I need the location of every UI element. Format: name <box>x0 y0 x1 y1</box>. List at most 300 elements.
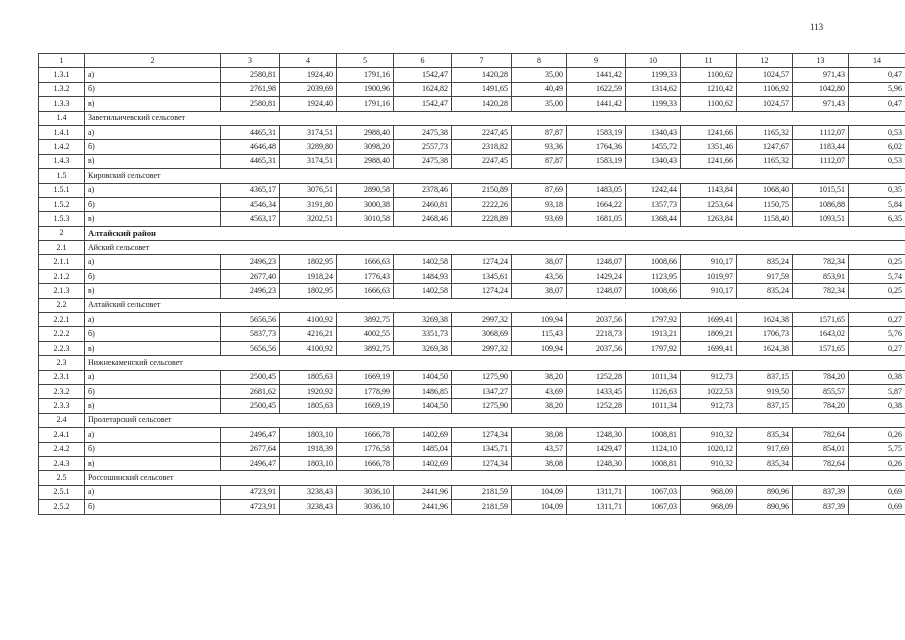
table-row <box>39 399 905 413</box>
row-number: 1.5.1 <box>39 183 85 197</box>
variant-label: в) <box>85 154 221 168</box>
value-cell: 1357,73 <box>626 197 681 211</box>
value-cell: 2890,58 <box>337 183 394 197</box>
value-cell: 1067,03 <box>626 485 681 499</box>
value-cell: 1086,88 <box>793 197 849 211</box>
value-cell: 855,57 <box>793 384 849 398</box>
value-cell: 3269,38 <box>394 313 452 327</box>
value-cell: 35,00 <box>512 68 567 82</box>
column-header: 9 <box>567 54 626 68</box>
value-cell: 1805,63 <box>280 370 337 384</box>
value-cell: 1429,47 <box>567 442 626 456</box>
value-cell: 5,75 <box>849 442 905 456</box>
table-row <box>39 485 905 499</box>
value-cell: 1311,71 <box>567 485 626 499</box>
value-cell: 1008,66 <box>626 255 681 269</box>
table-row <box>39 341 905 355</box>
value-cell: 1008,66 <box>626 284 681 298</box>
value-cell: 1150,75 <box>737 197 793 211</box>
value-cell: 0,27 <box>849 341 905 355</box>
value-cell: 109,94 <box>512 341 567 355</box>
value-cell: 1112,07 <box>793 125 849 139</box>
column-header: 6 <box>394 54 452 68</box>
variant-label: а) <box>85 485 221 499</box>
value-cell: 3010,58 <box>337 212 394 226</box>
value-cell: 1106,92 <box>737 82 793 96</box>
value-cell: 1210,42 <box>681 82 737 96</box>
row-number: 2.2.1 <box>39 313 85 327</box>
value-cell: 1420,28 <box>452 97 512 111</box>
value-cell: 5,74 <box>849 269 905 283</box>
value-cell: 3098,20 <box>337 140 394 154</box>
value-cell: 0,47 <box>849 97 905 111</box>
value-cell: 5,84 <box>849 197 905 211</box>
value-cell: 0,53 <box>849 125 905 139</box>
row-number: 2 <box>39 226 85 240</box>
row-number: 2.2 <box>39 298 85 312</box>
value-cell: 1643,02 <box>793 327 849 341</box>
row-number: 1.5.2 <box>39 197 85 211</box>
value-cell: 782,34 <box>793 255 849 269</box>
value-cell: 1669,19 <box>337 370 394 384</box>
value-cell: 0,26 <box>849 456 905 470</box>
value-cell: 1797,92 <box>626 313 681 327</box>
value-cell: 968,09 <box>681 500 737 514</box>
value-cell: 1583,19 <box>567 125 626 139</box>
value-cell: 1924,40 <box>280 68 337 82</box>
value-cell: 1420,28 <box>452 68 512 82</box>
row-number: 2.3.3 <box>39 399 85 413</box>
value-cell: 40,49 <box>512 82 567 96</box>
value-cell: 1340,43 <box>626 154 681 168</box>
value-cell: 1805,63 <box>280 399 337 413</box>
header-row <box>39 54 905 68</box>
table-row <box>39 82 905 96</box>
variant-label: в) <box>85 284 221 298</box>
value-cell: 1024,57 <box>737 68 793 82</box>
value-cell: 837,15 <box>737 399 793 413</box>
value-cell: 5,76 <box>849 327 905 341</box>
row-number: 2.5.2 <box>39 500 85 514</box>
value-cell: 1242,44 <box>626 183 681 197</box>
value-cell: 1429,24 <box>567 269 626 283</box>
value-cell: 1803,10 <box>280 428 337 442</box>
value-cell: 1441,42 <box>567 68 626 82</box>
value-cell: 38,08 <box>512 428 567 442</box>
value-cell: 1124,10 <box>626 442 681 456</box>
value-cell: 2677,64 <box>221 442 280 456</box>
row-number: 1.4.2 <box>39 140 85 154</box>
value-cell: 4100,92 <box>280 313 337 327</box>
value-cell: 2475,38 <box>394 125 452 139</box>
value-cell: 93,69 <box>512 212 567 226</box>
value-cell: 1100,62 <box>681 68 737 82</box>
value-cell: 4563,17 <box>221 212 280 226</box>
value-cell: 1571,65 <box>793 313 849 327</box>
value-cell: 910,17 <box>681 284 737 298</box>
value-cell: 4465,31 <box>221 125 280 139</box>
value-cell: 1345,71 <box>452 442 512 456</box>
district-name: Алтайский район <box>85 226 905 240</box>
value-cell: 0,26 <box>849 428 905 442</box>
value-cell: 2460,81 <box>394 197 452 211</box>
column-header: 3 <box>221 54 280 68</box>
value-cell: 2988,40 <box>337 154 394 168</box>
value-cell: 1275,90 <box>452 370 512 384</box>
value-cell: 1274,24 <box>452 255 512 269</box>
value-cell: 1183,44 <box>793 140 849 154</box>
value-cell: 3036,10 <box>337 500 394 514</box>
value-cell: 1776,58 <box>337 442 394 456</box>
value-cell: 2496,23 <box>221 284 280 298</box>
value-cell: 5656,56 <box>221 341 280 355</box>
value-cell: 1404,50 <box>394 399 452 413</box>
value-cell: 1485,04 <box>394 442 452 456</box>
value-cell: 968,09 <box>681 485 737 499</box>
value-cell: 1441,42 <box>567 97 626 111</box>
value-cell: 1123,95 <box>626 269 681 283</box>
value-cell: 1666,63 <box>337 255 394 269</box>
value-cell: 835,34 <box>737 456 793 470</box>
value-cell: 2468,46 <box>394 212 452 226</box>
value-cell: 1253,64 <box>681 197 737 211</box>
value-cell: 1433,45 <box>567 384 626 398</box>
value-cell: 1542,47 <box>394 97 452 111</box>
value-cell: 43,57 <box>512 442 567 456</box>
value-cell: 2496,47 <box>221 456 280 470</box>
value-cell: 910,32 <box>681 456 737 470</box>
variant-label: б) <box>85 384 221 398</box>
value-cell: 912,73 <box>681 399 737 413</box>
value-cell: 38,08 <box>512 456 567 470</box>
variant-label: а) <box>85 255 221 269</box>
table-body <box>39 68 905 514</box>
value-cell: 2475,38 <box>394 154 452 168</box>
value-cell: 1486,85 <box>394 384 452 398</box>
value-cell: 971,43 <box>793 68 849 82</box>
row-number: 2.4.2 <box>39 442 85 456</box>
table-row <box>39 500 905 514</box>
section-row <box>39 169 905 183</box>
value-cell: 93,36 <box>512 140 567 154</box>
value-cell: 0,38 <box>849 399 905 413</box>
variant-label: а) <box>85 68 221 82</box>
row-number: 2.4.3 <box>39 456 85 470</box>
value-cell: 1042,80 <box>793 82 849 96</box>
variant-label: б) <box>85 82 221 96</box>
value-cell: 971,43 <box>793 97 849 111</box>
column-header: 10 <box>626 54 681 68</box>
value-cell: 1368,44 <box>626 212 681 226</box>
value-cell: 2997,32 <box>452 341 512 355</box>
value-cell: 1791,16 <box>337 97 394 111</box>
value-cell: 1241,66 <box>681 125 737 139</box>
value-cell: 3351,73 <box>394 327 452 341</box>
row-number: 1.4 <box>39 111 85 125</box>
value-cell: 4216,21 <box>280 327 337 341</box>
section-name: Кировский сельсовет <box>85 169 905 183</box>
value-cell: 0,27 <box>849 313 905 327</box>
value-cell: 0,25 <box>849 255 905 269</box>
variant-label: а) <box>85 313 221 327</box>
value-cell: 1022,53 <box>681 384 737 398</box>
value-cell: 0,38 <box>849 370 905 384</box>
value-cell: 1809,21 <box>681 327 737 341</box>
value-cell: 0,53 <box>849 154 905 168</box>
variant-label: а) <box>85 125 221 139</box>
value-cell: 0,35 <box>849 183 905 197</box>
value-cell: 1402,58 <box>394 255 452 269</box>
row-number: 1.5 <box>39 169 85 183</box>
value-cell: 104,09 <box>512 500 567 514</box>
row-number: 2.1 <box>39 241 85 255</box>
value-cell: 2039,69 <box>280 82 337 96</box>
row-number: 1.4.3 <box>39 154 85 168</box>
value-cell: 1918,39 <box>280 442 337 456</box>
value-cell: 1402,58 <box>394 284 452 298</box>
value-cell: 5656,56 <box>221 313 280 327</box>
value-cell: 1093,51 <box>793 212 849 226</box>
value-cell: 782,64 <box>793 428 849 442</box>
row-number: 2.5.1 <box>39 485 85 499</box>
value-cell: 4723,91 <box>221 485 280 499</box>
variant-label: б) <box>85 327 221 341</box>
value-cell: 910,32 <box>681 428 737 442</box>
row-number: 1.4.1 <box>39 125 85 139</box>
value-cell: 853,91 <box>793 269 849 283</box>
value-cell: 2318,82 <box>452 140 512 154</box>
value-cell: 919,50 <box>737 384 793 398</box>
section-name: Нижнекаменский сельсовет <box>85 356 905 370</box>
value-cell: 2037,56 <box>567 341 626 355</box>
table-row <box>39 456 905 470</box>
table-row <box>39 97 905 111</box>
variant-label: в) <box>85 212 221 226</box>
value-cell: 1008,81 <box>626 428 681 442</box>
column-header: 14 <box>849 54 905 68</box>
value-cell: 1624,82 <box>394 82 452 96</box>
value-cell: 35,00 <box>512 97 567 111</box>
district-row <box>39 226 905 240</box>
column-header: 13 <box>793 54 849 68</box>
value-cell: 1248,07 <box>567 284 626 298</box>
value-cell: 87,87 <box>512 154 567 168</box>
value-cell: 4646,48 <box>221 140 280 154</box>
value-cell: 1699,41 <box>681 313 737 327</box>
section-name: Алтайский сельсовет <box>85 298 905 312</box>
value-cell: 3174,51 <box>280 125 337 139</box>
value-cell: 1764,36 <box>567 140 626 154</box>
value-cell: 2557,73 <box>394 140 452 154</box>
column-header: 4 <box>280 54 337 68</box>
value-cell: 784,20 <box>793 399 849 413</box>
value-cell: 1918,24 <box>280 269 337 283</box>
value-cell: 4546,34 <box>221 197 280 211</box>
row-number: 1.3.1 <box>39 68 85 82</box>
section-row <box>39 111 905 125</box>
value-cell: 2988,40 <box>337 125 394 139</box>
value-cell: 1913,21 <box>626 327 681 341</box>
value-cell: 0,69 <box>849 485 905 499</box>
value-cell: 115,43 <box>512 327 567 341</box>
variant-label: б) <box>85 442 221 456</box>
value-cell: 1252,28 <box>567 399 626 413</box>
value-cell: 1314,62 <box>626 82 681 96</box>
table-row <box>39 384 905 398</box>
value-cell: 1347,27 <box>452 384 512 398</box>
value-cell: 104,09 <box>512 485 567 499</box>
value-cell: 87,69 <box>512 183 567 197</box>
value-cell: 1797,92 <box>626 341 681 355</box>
section-row <box>39 413 905 427</box>
value-cell: 1776,43 <box>337 269 394 283</box>
value-cell: 917,69 <box>737 442 793 456</box>
value-cell: 2181,59 <box>452 500 512 514</box>
value-cell: 1491,65 <box>452 82 512 96</box>
row-number: 2.4 <box>39 413 85 427</box>
value-cell: 1622,59 <box>567 82 626 96</box>
value-cell: 2222,26 <box>452 197 512 211</box>
variant-label: а) <box>85 428 221 442</box>
value-cell: 2580,81 <box>221 97 280 111</box>
row-number: 1.3.3 <box>39 97 85 111</box>
variant-label: б) <box>85 140 221 154</box>
variant-label: в) <box>85 456 221 470</box>
value-cell: 38,20 <box>512 399 567 413</box>
value-cell: 910,17 <box>681 255 737 269</box>
value-cell: 1706,73 <box>737 327 793 341</box>
value-cell: 1248,30 <box>567 428 626 442</box>
table-row <box>39 313 905 327</box>
value-cell: 3036,10 <box>337 485 394 499</box>
value-cell: 1802,95 <box>280 255 337 269</box>
value-cell: 4100,92 <box>280 341 337 355</box>
section-name: Пролетарский сельсовет <box>85 413 905 427</box>
table-row <box>39 255 905 269</box>
value-cell: 1199,33 <box>626 97 681 111</box>
value-cell: 1571,65 <box>793 341 849 355</box>
value-cell: 3238,43 <box>280 500 337 514</box>
value-cell: 1803,10 <box>280 456 337 470</box>
value-cell: 912,73 <box>681 370 737 384</box>
value-cell: 0,25 <box>849 284 905 298</box>
value-cell: 1402,69 <box>394 456 452 470</box>
section-row <box>39 356 905 370</box>
table-row <box>39 125 905 139</box>
value-cell: 2496,23 <box>221 255 280 269</box>
value-cell: 890,96 <box>737 500 793 514</box>
column-header: 2 <box>85 54 221 68</box>
table-row <box>39 284 905 298</box>
section-name: Айский сельсовет <box>85 241 905 255</box>
value-cell: 1455,72 <box>626 140 681 154</box>
value-cell: 1624,38 <box>737 341 793 355</box>
row-number: 2.4.1 <box>39 428 85 442</box>
column-header: 11 <box>681 54 737 68</box>
table-row <box>39 442 905 456</box>
value-cell: 837,15 <box>737 370 793 384</box>
value-cell: 1699,41 <box>681 341 737 355</box>
value-cell: 1483,05 <box>567 183 626 197</box>
value-cell: 1345,61 <box>452 269 512 283</box>
table-row <box>39 370 905 384</box>
table-row <box>39 269 905 283</box>
value-cell: 2441,96 <box>394 485 452 499</box>
row-number: 2.1.1 <box>39 255 85 269</box>
value-cell: 3269,38 <box>394 341 452 355</box>
value-cell: 1011,34 <box>626 399 681 413</box>
value-cell: 3191,80 <box>280 197 337 211</box>
value-cell: 2500,45 <box>221 399 280 413</box>
column-header: 5 <box>337 54 394 68</box>
value-cell: 1112,07 <box>793 154 849 168</box>
value-cell: 3289,80 <box>280 140 337 154</box>
value-cell: 1248,30 <box>567 456 626 470</box>
value-cell: 782,34 <box>793 284 849 298</box>
section-row <box>39 241 905 255</box>
value-cell: 835,34 <box>737 428 793 442</box>
value-cell: 4723,91 <box>221 500 280 514</box>
row-number: 2.3 <box>39 356 85 370</box>
value-cell: 1666,78 <box>337 456 394 470</box>
variant-label: в) <box>85 399 221 413</box>
value-cell: 2441,96 <box>394 500 452 514</box>
variant-label: в) <box>85 97 221 111</box>
value-cell: 1067,03 <box>626 500 681 514</box>
value-cell: 1274,34 <box>452 428 512 442</box>
row-number: 2.1.3 <box>39 284 85 298</box>
section-name: Россошинский сельсовет <box>85 471 905 485</box>
value-cell: 1311,71 <box>567 500 626 514</box>
section-row <box>39 471 905 485</box>
value-cell: 4465,31 <box>221 154 280 168</box>
value-cell: 1666,63 <box>337 284 394 298</box>
value-cell: 1158,40 <box>737 212 793 226</box>
page-number: 113 <box>810 22 824 32</box>
value-cell: 1583,19 <box>567 154 626 168</box>
value-cell: 3174,51 <box>280 154 337 168</box>
value-cell: 1778,99 <box>337 384 394 398</box>
value-cell: 1681,05 <box>567 212 626 226</box>
value-cell: 1402,69 <box>394 428 452 442</box>
value-cell: 2580,81 <box>221 68 280 82</box>
value-cell: 2150,89 <box>452 183 512 197</box>
value-cell: 43,56 <box>512 269 567 283</box>
value-cell: 2037,56 <box>567 313 626 327</box>
value-cell: 1900,96 <box>337 82 394 96</box>
value-cell: 0,47 <box>849 68 905 82</box>
value-cell: 2681,62 <box>221 384 280 398</box>
value-cell: 1100,62 <box>681 97 737 111</box>
variant-label: а) <box>85 370 221 384</box>
value-cell: 1068,40 <box>737 183 793 197</box>
variant-label: б) <box>85 197 221 211</box>
data-table <box>38 53 905 515</box>
value-cell: 43,69 <box>512 384 567 398</box>
value-cell: 837,39 <box>793 485 849 499</box>
value-cell: 1404,50 <box>394 370 452 384</box>
value-cell: 2181,59 <box>452 485 512 499</box>
value-cell: 2247,45 <box>452 125 512 139</box>
value-cell: 0,69 <box>849 500 905 514</box>
row-number: 2.2.2 <box>39 327 85 341</box>
row-number: 2.2.3 <box>39 341 85 355</box>
value-cell: 3202,51 <box>280 212 337 226</box>
column-header: 8 <box>512 54 567 68</box>
value-cell: 1669,19 <box>337 399 394 413</box>
value-cell: 917,59 <box>737 269 793 283</box>
value-cell: 3068,69 <box>452 327 512 341</box>
